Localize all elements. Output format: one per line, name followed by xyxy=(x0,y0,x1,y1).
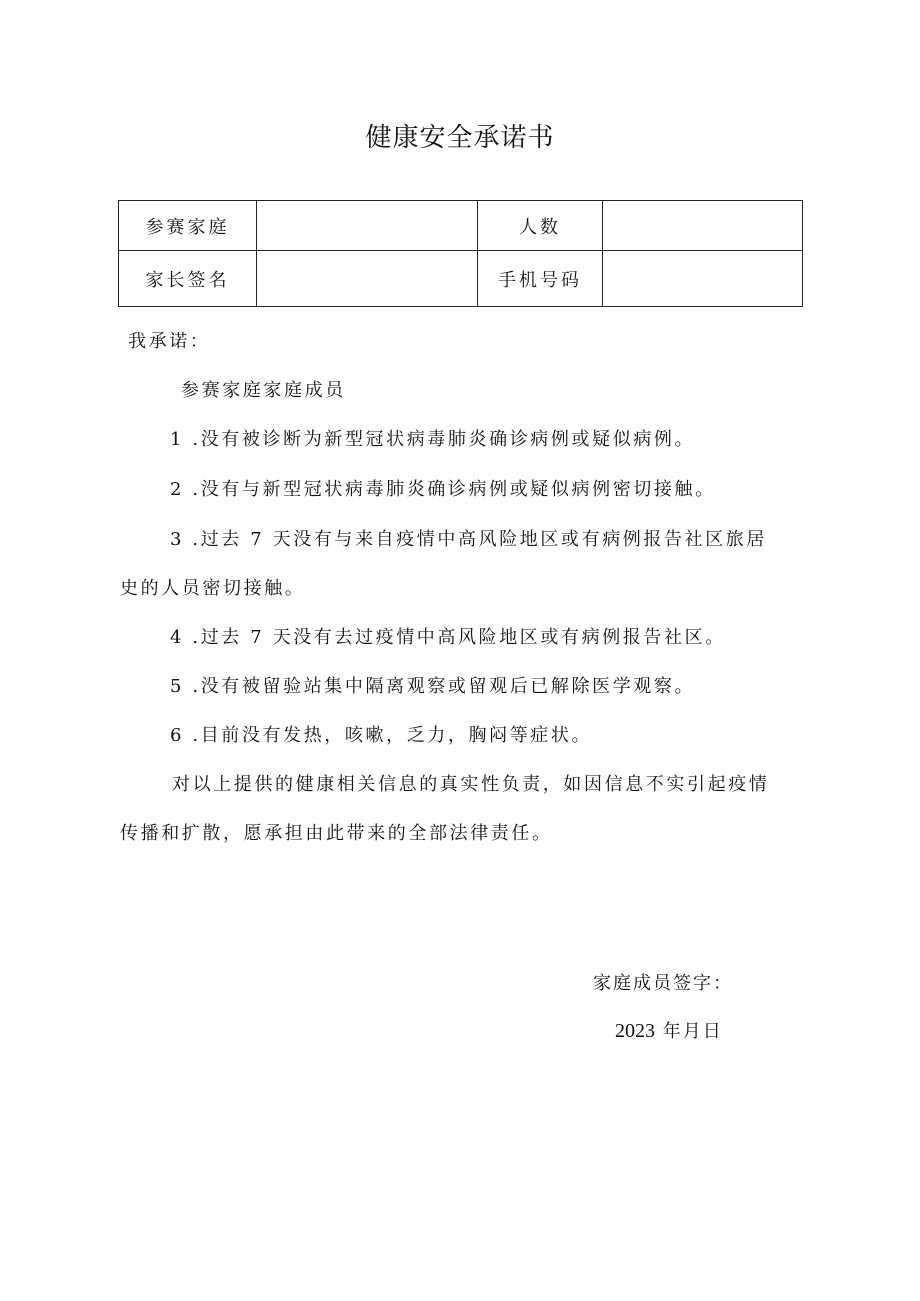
members-line: 参赛家庭家庭成员 xyxy=(181,380,346,401)
parent-signature-field[interactable] xyxy=(257,251,478,307)
item-5: 5 .没有被留验站集中隔离观察或留观后已解除医学观察。 xyxy=(170,676,696,697)
item-6: 6 .目前没有发热，咳嗽，乏力，胸闷等症状。 xyxy=(170,725,593,746)
headcount-field[interactable] xyxy=(603,201,803,251)
date-line xyxy=(615,1018,723,1045)
table-row-family xyxy=(119,201,803,251)
family-field[interactable] xyxy=(257,201,478,251)
responsibility-line-1: 对以上提供的健康相关信息的真实性负责，如因信息不实引起疫情 xyxy=(172,774,770,795)
responsibility-line-2: 传播和扩散，愿承担由此带来的全部法律责任。 xyxy=(120,823,553,844)
document-title: 健康安全承诺书 xyxy=(365,123,555,153)
promise-intro: 我承诺： xyxy=(128,331,211,352)
table-row-parent xyxy=(119,251,803,307)
date-year: 2023 xyxy=(615,1020,655,1042)
family-label: 参赛家庭 xyxy=(119,201,257,251)
item-3-line-1: 3 .过去 7 天没有与来自疫情中高风险地区或有病例报告社区旅居 xyxy=(170,529,767,550)
item-1: 1 .没有被诊断为新型冠状病毒肺炎确诊病例或疑似病例。 xyxy=(170,429,696,450)
parent-signature-label: 家长签名 xyxy=(119,251,257,307)
info-table xyxy=(118,200,803,307)
item-4: 4 .过去 7 天没有去过疫情中高风险地区或有病例报告社区。 xyxy=(170,627,726,648)
date-rest: 年月日 xyxy=(655,1021,723,1042)
headcount-label: 人数 xyxy=(478,201,603,251)
item-2: 2 .没有与新型冠状病毒肺炎确诊病例或疑似病例密切接触。 xyxy=(170,479,716,500)
family-signature-label: 家庭成员签字： xyxy=(593,973,733,994)
phone-field[interactable] xyxy=(603,251,803,307)
item-3-line-2: 史的人员密切接触。 xyxy=(120,578,306,599)
phone-label: 手机号码 xyxy=(478,251,603,307)
